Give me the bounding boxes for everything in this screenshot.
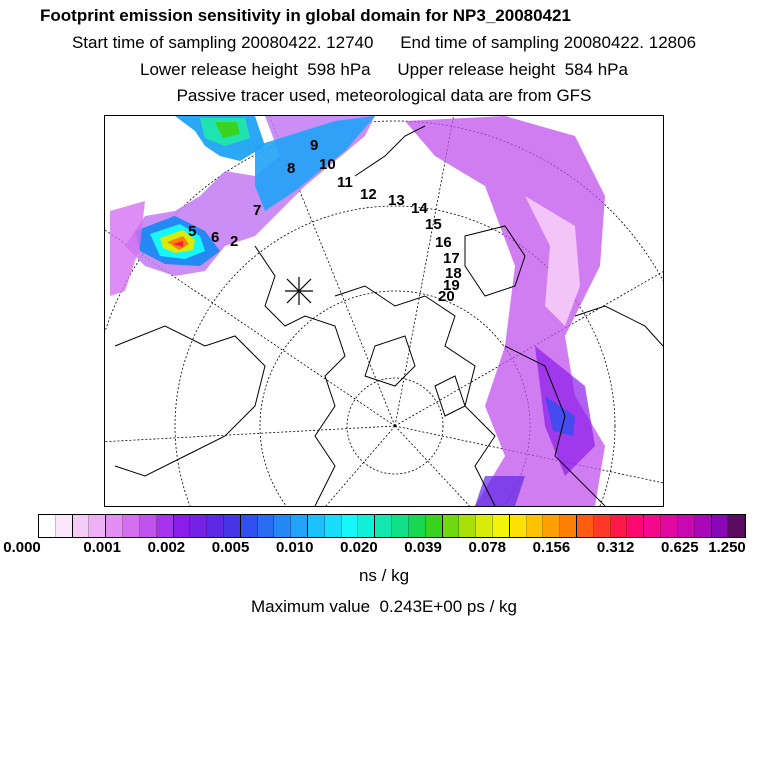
colorbar-swatch xyxy=(644,515,661,537)
colorbar-swatch xyxy=(459,515,476,537)
trajectory-day-label: 12 xyxy=(360,186,377,203)
colorbar-swatch xyxy=(73,515,90,537)
colorbar-tick-label: 0.005 xyxy=(211,539,250,556)
trajectory-day-label: 17 xyxy=(443,250,460,267)
coastline xyxy=(255,246,345,506)
trajectory-day-label: 13 xyxy=(388,192,405,209)
trajectory-day-label: 6 xyxy=(211,229,220,246)
colorbar-tick-label: 0.625 xyxy=(661,539,699,556)
trajectory-day-label: 8 xyxy=(287,160,296,177)
colorbar-tick-label: 0.312 xyxy=(596,539,635,556)
colorbar-swatch xyxy=(308,515,325,537)
trajectory-day-label: 5 xyxy=(188,223,197,240)
maximum-value xyxy=(0,597,768,617)
colorbar-swatch xyxy=(157,515,174,537)
meridian-line xyxy=(145,426,395,506)
colorbar-swatch xyxy=(527,515,544,537)
colorbar-swatch xyxy=(375,515,392,537)
trajectory-day-label: 18 xyxy=(445,265,462,282)
colorbar-swatch xyxy=(274,515,291,537)
upper-height-label: Upper release height xyxy=(397,60,556,79)
colorbar-tick-label: 1.250 xyxy=(708,539,746,556)
trajectory-day-label: 7 xyxy=(253,202,262,219)
colorbar-swatch xyxy=(678,515,695,537)
colorbar-swatch xyxy=(325,515,342,537)
colorbar-swatch xyxy=(174,515,191,537)
trajectory-day-label: 9 xyxy=(310,137,319,154)
colorbar-swatch xyxy=(190,515,207,537)
start-time-label: Start time of sampling xyxy=(71,33,237,52)
colorbar-tick-label: 0.039 xyxy=(404,539,442,556)
colorbar-swatch xyxy=(594,515,611,537)
colorbar-tick-label: 0.020 xyxy=(340,539,378,556)
colorbar-swatch xyxy=(342,515,359,537)
colorbar-swatch xyxy=(392,515,409,537)
trajectory-day-label: 2 xyxy=(230,233,239,250)
colorbar-swatch xyxy=(443,515,460,537)
colorbar-swatch xyxy=(409,515,426,537)
colorbar xyxy=(38,514,746,538)
trajectory-day-label: 16 xyxy=(435,234,452,251)
colorbar-swatch xyxy=(426,515,443,537)
trajectory-day-label: 10 xyxy=(319,156,336,173)
trajectory-day-label: 15 xyxy=(425,216,442,233)
colorbar-ticks xyxy=(0,539,768,559)
colorbar-swatch xyxy=(56,515,73,537)
colorbar-tick-label: 0.002 xyxy=(147,539,186,556)
lower-height-value: 598 hPa xyxy=(307,60,371,79)
end-time xyxy=(400,33,696,53)
sampling-times xyxy=(0,33,768,53)
colorbar-tick-label: 0.001 xyxy=(83,539,121,556)
map-panel xyxy=(104,115,664,507)
colorbar-swatch xyxy=(224,515,241,537)
footprint-plume-east xyxy=(405,116,605,506)
colorbar-units: ns / kg xyxy=(358,566,410,585)
colorbar-swatch xyxy=(577,515,594,537)
colorbar-swatch xyxy=(560,515,577,537)
colorbar-swatch xyxy=(207,515,224,537)
colorbar-swatch xyxy=(510,515,527,537)
coastline xyxy=(575,306,663,346)
colorbar-swatch xyxy=(123,515,140,537)
maximum-value-label: Maximum value xyxy=(250,597,371,616)
colorbar-swatch xyxy=(712,515,729,537)
colorbar-swatch xyxy=(89,515,106,537)
meridian-line xyxy=(105,426,395,446)
colorbar-swatch xyxy=(291,515,308,537)
trajectory-day-label: 20 xyxy=(438,288,455,305)
start-time xyxy=(72,33,374,53)
colorbar-swatch xyxy=(241,515,258,537)
end-time-value: 20080422. 12806 xyxy=(563,33,697,52)
upper-height-value: 584 hPa xyxy=(564,60,628,79)
colorbar-swatch xyxy=(258,515,275,537)
lower-height xyxy=(140,60,371,80)
coastline xyxy=(435,376,465,416)
polar-map xyxy=(105,116,663,506)
tracer-note: Passive tracer used, meteorological data are from GFS xyxy=(176,86,592,105)
footprint-plume-west xyxy=(110,116,375,296)
trajectory-day-label: 14 xyxy=(411,200,428,217)
chart-title: Footprint emission sensitivity in global domain for NP3_20080421 xyxy=(40,6,571,25)
release-marker xyxy=(285,277,313,305)
colorbar-tick-label: 0.000 xyxy=(3,539,41,556)
trajectory-day-label: 11 xyxy=(337,174,353,191)
colorbar-tick-label: 0.010 xyxy=(275,539,314,556)
colorbar-tick-label: 0.156 xyxy=(532,539,571,556)
colorbar-swatch xyxy=(695,515,712,537)
colorbar-swatch xyxy=(358,515,375,537)
colorbar-tick-label: 0.078 xyxy=(468,539,507,556)
coastline xyxy=(115,326,265,476)
maximum-value-number: 0.243E+00 ps / kg xyxy=(379,597,518,616)
colorbar-swatch xyxy=(611,515,628,537)
lower-height-label: Lower release height xyxy=(140,60,298,79)
start-time-value: 20080422. 12740 xyxy=(241,33,374,52)
colorbar-swatch xyxy=(627,515,644,537)
colorbar-swatch xyxy=(39,515,56,537)
colorbar-swatch xyxy=(140,515,157,537)
colorbar-swatch xyxy=(106,515,123,537)
end-time-label: End time of sampling xyxy=(400,33,559,52)
upper-height xyxy=(397,60,628,80)
colorbar-swatch xyxy=(543,515,560,537)
trajectory-day-label: 19 xyxy=(443,277,460,294)
colorbar-swatch xyxy=(728,515,745,537)
colorbar-swatch xyxy=(493,515,510,537)
colorbar-swatch xyxy=(476,515,493,537)
colorbar-swatch xyxy=(661,515,678,537)
release-heights xyxy=(0,60,768,80)
